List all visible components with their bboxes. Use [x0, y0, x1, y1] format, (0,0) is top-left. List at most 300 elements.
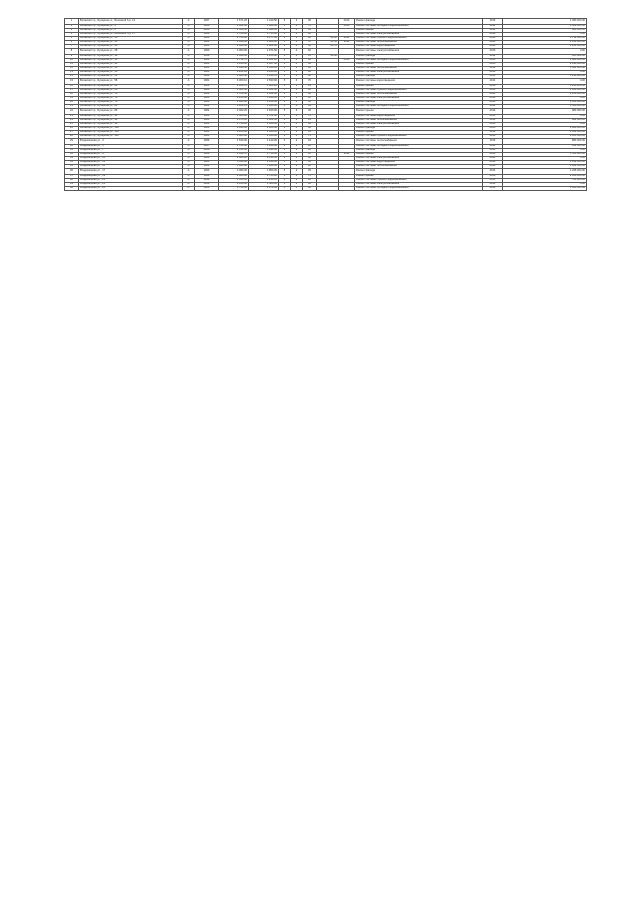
table-cell-apt: 45: [303, 131, 317, 135]
table-cell-f: 2015: [483, 75, 503, 79]
table-cell-lit: А: [183, 161, 195, 165]
repair-program-table: [64, 18, 587, 191]
table-cell-area: 2 800.40: [219, 75, 249, 79]
table-cell-name: Волжский пр., Бухарина ул., 46: [79, 67, 183, 71]
table-cell-liv: 1 310.50: [249, 19, 279, 25]
table-cell-lit: А: [183, 63, 195, 67]
table-cell-area: 1 870.00: [219, 119, 249, 123]
table-cell-name: Владимирова ул., 3: [79, 139, 183, 145]
table-cell-liv: 2 701.00: [249, 115, 279, 119]
table-cell-f: 2014: [483, 93, 503, 97]
table-cell-no: 7: [65, 45, 79, 49]
table-cell-fl: 5: [279, 55, 291, 59]
table-cell-area: 1 571.20: [219, 19, 249, 25]
table-cell-work: Ремонт системы теплоснабжения: [355, 139, 483, 145]
table-cell-apt: 60: [303, 157, 317, 161]
table-cell-fl: 5: [279, 45, 291, 49]
table-cell-work: Ремонт фасада: [355, 75, 483, 79]
table-cell-apt: 45: [303, 109, 317, 115]
table-cell-year: 1964: [195, 109, 219, 115]
table-cell-f: 2015: [483, 37, 503, 41]
table-body: [65, 19, 587, 191]
table-cell-fl: 5: [279, 97, 291, 101]
table-cell-sum: 0.00: [503, 149, 587, 153]
table-cell-area: 1 530.00: [219, 139, 249, 145]
table-cell-name: Волжский пр., Бухарина ул., 54: [79, 75, 183, 79]
table-cell-sum: 1 380 000.00: [503, 19, 587, 25]
table-cell-name: Волжский пр., Бухарина ул., 70: [79, 93, 183, 97]
table-cell-lit: А: [183, 89, 195, 93]
table-cell-liv: 1 420.50: [249, 89, 279, 93]
table-cell-work: Ремонт системы холодного водоснабжения: [355, 145, 483, 149]
table-cell-year: 1960: [195, 187, 219, 191]
table-cell-area: 2 210.00: [219, 97, 249, 101]
table-cell-fl: 4: [279, 179, 291, 183]
table-cell-no: 37: [65, 175, 79, 179]
table-cell-fl: 5: [279, 33, 291, 37]
table-cell-liv: 1 402.00: [249, 119, 279, 123]
table-cell-liv: 1 650.30: [249, 131, 279, 135]
table-cell-year: 1962: [195, 63, 219, 67]
table-cell-no: 32: [65, 153, 79, 157]
table-cell-ent: 4: [291, 29, 303, 33]
table-cell-sum: 305 000.00: [503, 55, 587, 59]
table-cell-liv: 2 812.00: [249, 93, 279, 97]
table-cell-work: Ремонт фасада: [355, 19, 483, 25]
table-cell-apt: 40: [303, 165, 317, 169]
table-cell-no: 5: [65, 37, 79, 41]
table-cell-no: 23: [65, 115, 79, 119]
table-cell-liv: 2 745.00: [249, 33, 279, 37]
table-cell-fl: 5: [279, 19, 291, 25]
table-cell-year: 1960: [195, 49, 219, 55]
table-cell-f: 2014: [483, 55, 503, 59]
table-cell-f: 2016: [483, 161, 503, 165]
table-cell-yrl: 2011: [339, 41, 355, 45]
table-cell-ent: 4: [291, 157, 303, 161]
table-cell-no: 27: [65, 131, 79, 135]
table-cell-no: 35: [65, 165, 79, 169]
table-cell-work: Ремонт системы горячего водоснабжения: [355, 179, 483, 183]
table-cell-sum: 912 000.00: [503, 145, 587, 149]
table-cell-fl: 5: [279, 79, 291, 85]
table-cell-area: 3 789.20: [219, 33, 249, 37]
table-cell-year: 1962: [195, 105, 219, 109]
table-cell-liv: 3 900.00: [249, 41, 279, 45]
table-cell-no: 31: [65, 149, 79, 153]
table-cell-yrl: 2010: [339, 19, 355, 25]
table-cell-name: Владимирова ул., 21: [79, 179, 183, 183]
table-cell-f: 2014: [483, 119, 503, 123]
table-cell-year: 1961: [195, 119, 219, 123]
table-cell-ent: 4: [291, 25, 303, 29]
table-cell-apt: 75: [303, 175, 317, 179]
table-cell-no: 1: [65, 19, 79, 25]
table-cell-apt: 80: [303, 93, 317, 97]
table-cell-name: Волжский пр., Бухарина ул., 58: [79, 79, 183, 85]
table-cell-lit: А: [183, 59, 195, 63]
table-cell-sum: 964 000.00: [503, 119, 587, 123]
table-cell-year: 1957: [195, 145, 219, 149]
document-sheet: [64, 18, 586, 875]
table-cell-liv: 2 720.00: [249, 175, 279, 179]
table-cell-f: 2015: [483, 41, 503, 45]
table-cell-fl: 5: [279, 123, 291, 127]
table-cell-fl: 5: [279, 119, 291, 123]
table-cell-fl: 5: [279, 149, 291, 153]
table-cell-ent: 3: [291, 55, 303, 59]
table-cell-no: 15: [65, 79, 79, 85]
table-cell-year: 1958: [195, 179, 219, 183]
table-cell-fl: 5: [279, 41, 291, 45]
table-cell-name: Волжский пр., Бухарина ул., 22: [79, 41, 183, 45]
table-cell-work: Ремонт системы электроснабжения: [355, 71, 483, 75]
table-cell-no: 21: [65, 105, 79, 109]
table-cell-f: 2016: [483, 33, 503, 37]
table-cell-work: Ремонт системы теплоснабжения: [355, 93, 483, 97]
table-cell-name: Волжский пр., Бухарина ул., 94: [79, 119, 183, 123]
table-cell-work: Ремонт системы водоотведения: [355, 115, 483, 119]
table-cell-sum: 1 116 000.00: [503, 153, 587, 157]
table-cell-name: Волжский пр., Бухарина ул., 102: [79, 127, 183, 131]
table-cell-no: 26: [65, 127, 79, 131]
table-cell-ent: 3: [291, 37, 303, 41]
table-cell-lit: А: [183, 85, 195, 89]
table-cell-sum: 2 050 000.00: [503, 175, 587, 179]
table-cell-apt: 75: [303, 115, 317, 119]
table-cell-lit: А: [183, 127, 195, 131]
table-cell-area: 2 340.70: [219, 153, 249, 157]
table-cell-liv: 1 880.20: [249, 85, 279, 89]
table-cell-lit: А: [183, 169, 195, 175]
table-cell-work: Ремонт системы горячего водоснабжения: [355, 135, 483, 139]
table-cell-f: 2016: [483, 175, 503, 179]
table-cell-no: 12: [65, 67, 79, 71]
table-cell-no: 20: [65, 101, 79, 105]
table-cell-ent: 4: [291, 59, 303, 63]
table-cell-year: 1961: [195, 67, 219, 71]
table-cell-ent: 4: [291, 75, 303, 79]
table-cell-area: 3 360.00: [219, 49, 249, 55]
table-cell-apt: 70: [303, 41, 317, 45]
table-cell-lit: А: [183, 45, 195, 49]
table-cell-name: Владимирова ул., 7: [79, 149, 183, 153]
table-cell-fl: 5: [279, 131, 291, 135]
table-cell-area: 1 920.40: [219, 165, 249, 169]
table-cell-f: 2014: [483, 145, 503, 149]
table-cell-apt: 90: [303, 71, 317, 75]
table-cell-work: Ремонт системы электроснабжения: [355, 183, 483, 187]
table-cell-lit: А: [183, 101, 195, 105]
table-cell-year: 1961: [195, 161, 219, 165]
table-cell-year: 1963: [195, 169, 219, 175]
table-cell-f: 2015: [483, 153, 503, 157]
table-cell-sum: 2 100 000.00: [503, 135, 587, 139]
table-cell-lit: А: [183, 109, 195, 115]
table-cell-liv: 2 367.00: [249, 63, 279, 67]
table-cell-area: 2 090.60: [219, 67, 249, 71]
table-cell-apt: 45: [303, 153, 317, 157]
table-cell-name: Волжский пр., Бухарина ул., 106: [79, 131, 183, 135]
table-cell-ent: 5: [291, 115, 303, 119]
table-cell-area: 3 620.00: [219, 175, 249, 179]
table-cell-apt: 45: [303, 67, 317, 71]
table-cell-area: 1 760.60: [219, 37, 249, 41]
table-cell-sum: 2 190 000.00: [503, 63, 587, 67]
table-cell-apt: 35: [303, 55, 317, 59]
table-cell-year: 1958: [195, 25, 219, 29]
table-cell-f: 2015: [483, 165, 503, 169]
table-cell-lit: А: [183, 79, 195, 85]
table-cell-liv: 1 971.50: [249, 49, 279, 55]
table-cell-fl: 5: [279, 25, 291, 29]
table-cell-year: 1959: [195, 33, 219, 37]
table-cell-sum: 4 508 000.00: [503, 25, 587, 29]
table-cell-f: 2015: [483, 179, 503, 183]
table-cell-fl: 5: [279, 165, 291, 169]
table-cell-liv: 1 290.40: [249, 145, 279, 149]
table-cell-no: 11: [65, 63, 79, 67]
table-cell-area: 2 752.70: [219, 59, 249, 63]
table-cell-f: 2014: [483, 25, 503, 29]
table-cell-name: Волжский пр., Бухарина ул., 86: [79, 109, 183, 115]
table-cell-f: 2016: [483, 97, 503, 101]
table-cell-area: 2 100.00: [219, 183, 249, 187]
table-cell-work: Ремонт фасада: [355, 149, 483, 153]
table-cell-ent: 4: [291, 127, 303, 131]
table-cell-liv: 2 300.40: [249, 127, 279, 131]
table-cell-apt: 45: [303, 97, 317, 101]
table-cell-liv: 2 610.00: [249, 135, 279, 139]
table-cell-liv: 1 644.00: [249, 97, 279, 101]
table-cell-fl: 5: [279, 101, 291, 105]
table-cell-name: Владимирова ул., 5: [79, 145, 183, 149]
table-cell-f: 2016: [483, 59, 503, 63]
table-cell-apt: 64: [303, 127, 317, 131]
table-cell-no: 28: [65, 135, 79, 139]
table-cell-apt: 64: [303, 161, 317, 165]
table-cell-work: Ремонт крыши: [355, 175, 483, 179]
table-cell-fl: 5: [279, 157, 291, 161]
table-cell-sum: 0.00: [503, 79, 587, 85]
table-cell-sum: 1 264 000.00: [503, 45, 587, 49]
table-cell-f: 2016: [483, 149, 503, 153]
table-cell-no: 29: [65, 139, 79, 145]
table-cell-fl: 5: [279, 49, 291, 55]
table-cell-work: Ремонт системы электроснабжения: [355, 49, 483, 55]
table-cell-work: Ремонт крыши: [355, 63, 483, 67]
table-cell-f: 2015: [483, 19, 503, 25]
table-cell-work: Ремонт крыши: [355, 131, 483, 135]
table-cell-liv: 1 230.00: [249, 179, 279, 183]
table-cell-fl: 5: [279, 105, 291, 109]
table-cell-sum: 960 000.00: [503, 29, 587, 33]
table-cell-no: 10: [65, 59, 79, 63]
table-cell-fl: 5: [279, 63, 291, 67]
table-cell-area: 3 560.80: [219, 115, 249, 119]
table-cell-year: 1960: [195, 115, 219, 119]
table-cell-work: Ремонт системы холодного водоснабжения: [355, 187, 483, 191]
table-cell-ent: 3: [291, 119, 303, 123]
table-cell-name: Волжский пр., Бухарина ул., 110: [79, 135, 183, 139]
table-cell-no: 40: [65, 187, 79, 191]
table-cell-fl: 5: [279, 75, 291, 79]
table-cell-work: Ремонт системы теплоснабжения: [355, 41, 483, 45]
table-cell-fl: 5: [279, 153, 291, 157]
table-cell-no: 8: [65, 49, 79, 55]
table-cell-fl: 5: [279, 175, 291, 179]
table-cell-name: Волжский пр., Бухарина ул., 16: [79, 37, 183, 41]
table-cell-no: 14: [65, 75, 79, 79]
table-cell-year: 1961: [195, 79, 219, 85]
table-cell-liv: 1 277.00: [249, 37, 279, 41]
table-cell-area: 4 402.60: [219, 25, 249, 29]
table-cell-sum: 1 520 000.00: [503, 105, 587, 109]
table-cell-ent: 6: [291, 71, 303, 75]
table-cell-name: Волжский пр., Бухарина ул., 38: [79, 59, 183, 63]
table-cell-liv: 2 360.00: [249, 105, 279, 109]
table-cell-liv: 1 440.00: [249, 165, 279, 169]
table-cell-lit: А: [183, 97, 195, 101]
table-cell-sum: 2 040 000.00: [503, 41, 587, 45]
table-cell-ent: 6: [291, 41, 303, 45]
table-cell-yrl: 2010: [339, 25, 355, 29]
table-cell-work: Ремонт системы холодного водоснабжения: [355, 25, 483, 29]
table-cell-year: 1959: [195, 55, 219, 59]
table-cell-liv: 2 060.00: [249, 123, 279, 127]
table-cell-work: Ремонт системы водоотведения: [355, 79, 483, 85]
table-cell-area: 2 010.00: [219, 149, 249, 153]
table-cell-fl: 5: [279, 29, 291, 33]
table-cell-area: 2 860.20: [219, 157, 249, 161]
table-cell-f: 2015: [483, 63, 503, 67]
table-cell-ent: 2: [291, 179, 303, 183]
table-cell-apt: 28: [303, 179, 317, 183]
table-cell-yrl: 2010: [339, 59, 355, 63]
table-cell-name: Волжский пр., Бухарина ул., 28: [79, 49, 183, 55]
table-cell-apt: 60: [303, 187, 317, 191]
table-cell-name: Волжский пр., Бухарина ул., 82: [79, 105, 183, 109]
table-cell-sum: 1 208 000.00: [503, 169, 587, 175]
table-cell-year: 1964: [195, 175, 219, 179]
table-cell-f: 2014: [483, 67, 503, 71]
table-cell-year: 1962: [195, 165, 219, 169]
table-cell-name: Волжский пр., Бухарина ул., 42: [79, 63, 183, 67]
table-cell-year: 1959: [195, 183, 219, 187]
table-cell-lit: А: [183, 179, 195, 183]
table-cell-no: 22: [65, 109, 79, 115]
table-cell-sum: 0.00: [503, 97, 587, 101]
table-cell-work: Ремонт системы теплоснабжения: [355, 165, 483, 169]
table-cell-year: 1963: [195, 85, 219, 89]
table-cell-f: 2014: [483, 157, 503, 161]
table-cell-f: 2016: [483, 109, 503, 115]
table-cell-liv: 1 554.00: [249, 67, 279, 71]
table-cell-sum: 0.00: [503, 33, 587, 37]
table-cell-lit: А: [183, 119, 195, 123]
table-cell-f: 2015: [483, 139, 503, 145]
table-cell-area: 1 640.00: [219, 55, 249, 59]
table-cell-no: 6: [65, 41, 79, 45]
table-cell-lit: А: [183, 93, 195, 97]
table-cell-apt: 40: [303, 149, 317, 153]
table-cell-lit: А: [183, 187, 195, 191]
table-cell-liv: 1 999.00: [249, 29, 279, 33]
table-cell-f: 2015: [483, 89, 503, 93]
table-cell-work: Ремонт системы теплоснабжения: [355, 119, 483, 123]
table-cell-cost: 21.50: [317, 41, 339, 45]
table-cell-lit: А: [183, 19, 195, 25]
table-cell-no: 34: [65, 161, 79, 165]
table-cell-no: 38: [65, 179, 79, 183]
table-cell-lit: А: [183, 75, 195, 79]
table-cell-ent: 4: [291, 33, 303, 37]
table-cell-lit: А: [183, 55, 195, 59]
table-cell-area: 2 200.60: [219, 131, 249, 135]
table-cell-no: 17: [65, 89, 79, 93]
table-cell-ent: 4: [291, 49, 303, 55]
table-cell-cost: [317, 187, 339, 191]
table-cell-apt: 45: [303, 85, 317, 89]
table-cell-lit: А: [183, 183, 195, 187]
table-cell-name: Волжский пр., Бухарина ул., 66: [79, 89, 183, 93]
table-cell-sum: 1 004 000.00: [503, 165, 587, 169]
table-cell-area: 4 202.00: [219, 71, 249, 75]
table-cell-ent: 5: [291, 175, 303, 179]
table-cell-ent: 5: [291, 93, 303, 97]
table-cell-name: Волжский пр., Бухарина ул., 78: [79, 101, 183, 105]
table-cell-year: 1962: [195, 41, 219, 45]
table-cell-ent: 3: [291, 183, 303, 187]
table-cell-sum: 760 000.00: [503, 179, 587, 183]
table-cell-f: 2016: [483, 85, 503, 89]
table-cell-apt: 60: [303, 29, 317, 33]
table-cell-sum: 0.00: [503, 49, 587, 55]
table-cell-cost: 22.60: [317, 55, 339, 59]
table-cell-lit: А: [183, 145, 195, 149]
table-cell-liv: 2 214.50: [249, 101, 279, 105]
table-cell-name: Волжский пр., Бухарина ул., 98: [79, 123, 183, 127]
table-cell-name: Волжский пр., Бухарина ул., 34: [79, 55, 183, 59]
table-cell-year: 1964: [195, 75, 219, 79]
table-cell-sum: 0.00: [503, 123, 587, 127]
table-cell-ent: 4: [291, 101, 303, 105]
table-cell-liv: 1 810.00: [249, 109, 279, 115]
table-cell-apt: 70: [303, 79, 317, 85]
table-cell-ent: 3: [291, 153, 303, 157]
table-cell-no: 24: [65, 119, 79, 123]
table-cell-fl: 5: [279, 67, 291, 71]
table-cell-area: 2 402.20: [219, 109, 249, 115]
table-cell-no: 3: [65, 29, 79, 33]
table-cell-apt: 60: [303, 101, 317, 105]
table-cell-work: Ремонт крыши: [355, 29, 483, 33]
table-cell-ent: 3: [291, 165, 303, 169]
table-cell-work: Ремонт системы электроснабжения: [355, 123, 483, 127]
table-cell-lit: А: [183, 157, 195, 161]
table-cell-lit: А: [183, 131, 195, 135]
table-cell-f: 2015: [483, 101, 503, 105]
table-cell-f: 2016: [483, 123, 503, 127]
table-cell-name: Владимирова ул., 23: [79, 183, 183, 187]
table-cell-year: 1962: [195, 127, 219, 131]
table-cell-ent: 5: [291, 135, 303, 139]
table-cell-no: 2: [65, 25, 79, 29]
table-cell-fl: 5: [279, 71, 291, 75]
table-cell-work: Ремонт системы холодного водоснабжения: [355, 59, 483, 63]
table-cell-f: 2014: [483, 131, 503, 135]
table-cell-area: 3 120.70: [219, 105, 249, 109]
